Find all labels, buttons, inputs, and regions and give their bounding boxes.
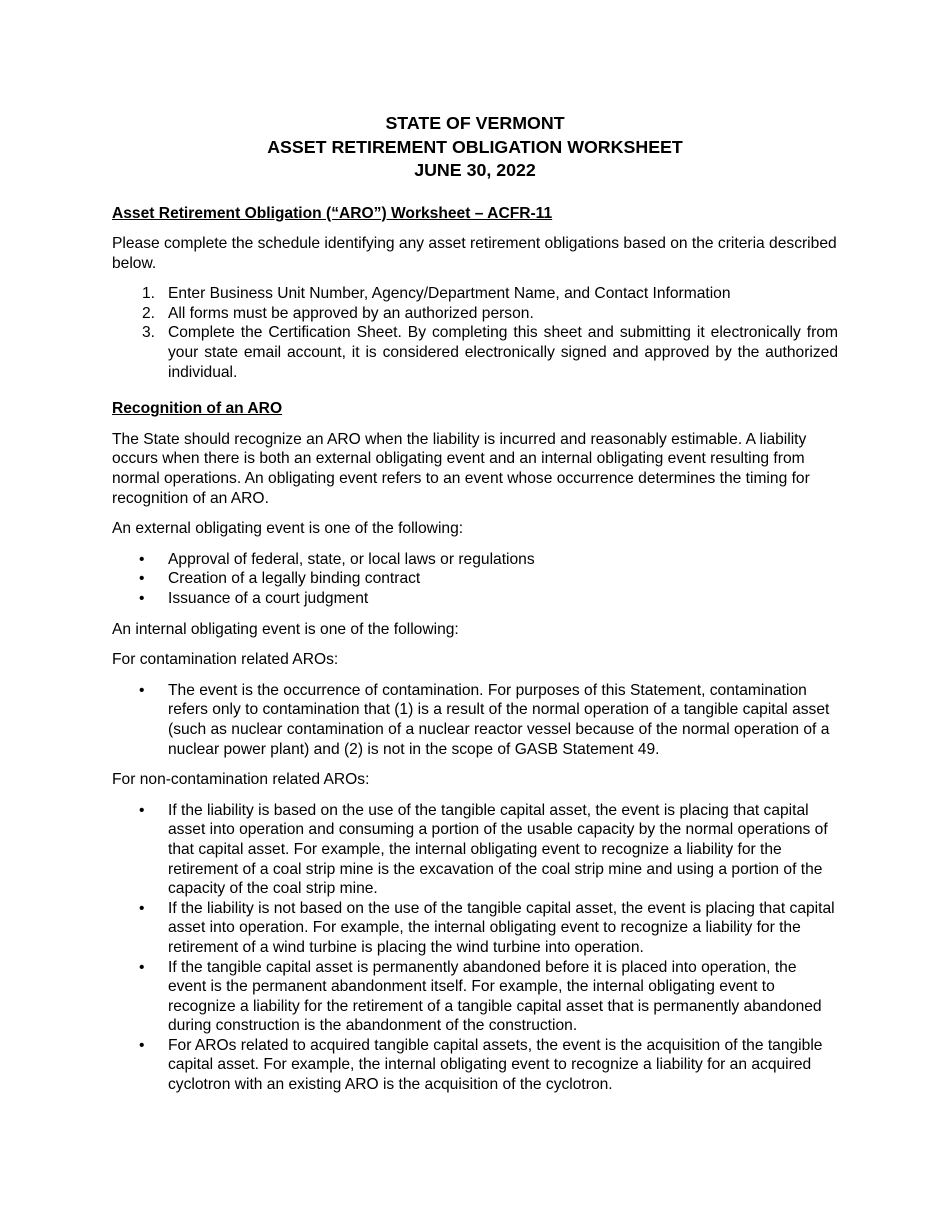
list-item: [112, 550, 838, 570]
contamination-events-list: [112, 681, 838, 759]
instruction-steps-list: [112, 284, 838, 382]
list-item: [112, 589, 838, 609]
list-item-text: The event is the occurrence of contamination. For purposes of this Statement, contamination refers only to contamination that (1) is a result of the normal operation of a tangible capital asset (such as nuclear contamination of a nuclear reactor vessel because of the normal operation of a nuclear power plant) and (2) is not in the scope of GASB Statement 49.: [168, 681, 830, 758]
bullet-icon: •: [139, 1036, 145, 1054]
list-item: [112, 681, 838, 759]
step-number: 2.: [142, 304, 156, 322]
bullet-icon: •: [139, 590, 145, 607]
title-line-state: STATE OF VERMONT: [385, 113, 565, 133]
recognition-paragraph: The State should recognize an ARO when the liability is incurred and reasonably estimable. A liability occurs when there is both an external obligating event and an internal obligating event resulting from normal operations. An obligating event refers to an event whose occurrence determines the timing for recognition of an ARO.: [112, 430, 810, 507]
external-event-intro: An external obligating event is one of the following:: [112, 520, 464, 538]
list-item: [112, 323, 838, 382]
step-text: Enter Business Unit Number, Agency/Department Name, and Contact Information: [168, 285, 731, 303]
bullet-icon: •: [139, 681, 145, 699]
document-title: [112, 112, 838, 183]
list-item: [112, 1036, 838, 1095]
list-item: [112, 958, 838, 1036]
noncontamination-intro: For non-contamination related AROs:: [112, 771, 370, 789]
list-item: [112, 569, 838, 589]
list-item: [112, 801, 838, 899]
internal-event-intro: An internal obligating event is one of the following:: [112, 620, 459, 638]
step-text: All forms must be approved by an authorized person.: [168, 304, 534, 322]
list-item-text: Creation of a legally binding contract: [168, 570, 421, 588]
external-events-list: [112, 550, 838, 609]
intro-paragraph: Please complete the schedule identifying any asset retirement obligations based on the criteria described below.: [112, 235, 837, 272]
list-item-text: If the tangible capital asset is permanently abandoned before it is placed into operation, the event is the permanent abandonment itself. For example, the internal obligating event to recognize a liability for the retirement of a tangible capital asset that is permanently abandoned during construction is the abandonment of the construction.: [168, 958, 822, 1035]
list-item: [112, 284, 838, 304]
list-item: [112, 304, 838, 324]
list-item-text: If the liability is not based on the use of the tangible capital asset, the event is placing that capital asset into operation. For example, the internal obligating event to recognize a liability for the retirement of a wind turbine is placing the wind turbine into operation.: [168, 899, 835, 956]
contamination-intro: For contamination related AROs:: [112, 651, 339, 669]
bullet-icon: •: [139, 570, 145, 588]
section-heading-recognition: Recognition of an ARO: [112, 400, 283, 418]
bullet-icon: •: [139, 958, 145, 976]
bullet-icon: •: [139, 899, 145, 917]
title-line-date: JUNE 30, 2022: [414, 160, 536, 180]
title-line-worksheet: ASSET RETIREMENT OBLIGATION WORKSHEET: [267, 136, 683, 157]
step-number: 3.: [142, 324, 156, 342]
list-item-text: If the liability is based on the use of the tangible capital asset, the event is placing that capital asset into operation and consuming a portion of the usable capacity by the normal operations of that capital asset. For example, the internal obligating event to recognize a liability for the retirement of a coal strip mine is the excavation of the coal strip mine and using a portion of the capacity of the coal strip mine.: [168, 801, 828, 898]
step-text: Complete the Certification Sheet. By completing this sheet and submitting it electronically from your state email account, it is considered electronically signed and approved by the authorized individual.: [168, 324, 838, 381]
section-heading-worksheet: Asset Retirement Obligation (“ARO”) Worksheet – ACFR-11: [112, 204, 553, 222]
noncontamination-events-list: [112, 801, 838, 1095]
list-item-text: For AROs related to acquired tangible capital assets, the event is the acquisition of the tangible capital asset. For example, the internal obligating event to recognize a liability for an acquired cyclotron with an existing ARO is the acquisition of the cyclotron.: [168, 1036, 823, 1094]
bullet-icon: •: [139, 550, 145, 568]
step-number: 1.: [142, 285, 156, 303]
list-item-text: Approval of federal, state, or local laws or regulations: [168, 550, 535, 568]
list-item: [112, 899, 838, 958]
list-item-text: Issuance of a court judgment: [168, 590, 369, 607]
bullet-icon: •: [139, 801, 145, 819]
